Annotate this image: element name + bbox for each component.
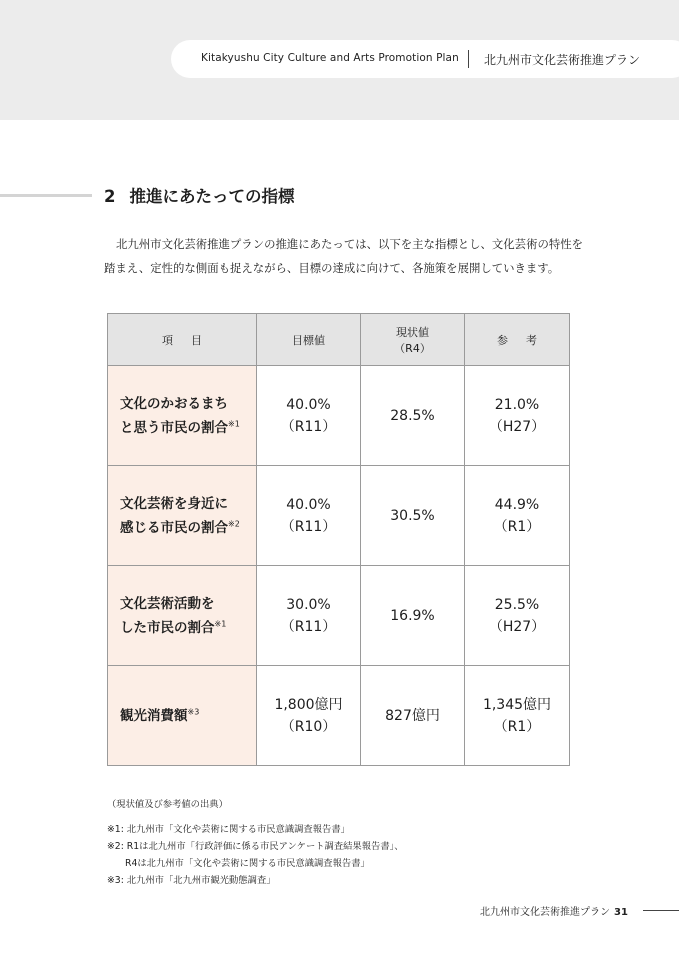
row-target: 30.0% （R11） — [257, 566, 361, 666]
row-item-label: 文化芸術活動を した市民の割合$^{※1}$ — [108, 566, 257, 666]
header-title-english: Kitakyushu City Culture and Arts Promotion Plan — [201, 52, 459, 64]
section-title: 推進にあたっての指標 — [129, 187, 295, 206]
row-reference: 25.5% （H27） — [465, 566, 570, 666]
notes-heading: （現状値及び参考値の出典） — [107, 799, 228, 810]
note-line: ※1: 北九州市「文化や芸術に関する市民意識調査報告書」 — [107, 824, 350, 835]
row-current: 827億円 — [361, 666, 465, 766]
row-current: 30.5% — [361, 466, 465, 566]
footer-title: 北九州市文化芸術推進プラン — [480, 907, 610, 918]
row-reference: 21.0% （H27） — [465, 366, 570, 466]
section-number: 2 — [104, 187, 116, 206]
intro-paragraph: 北九州市文化芸術推進プランの推進にあたっては、以下を主な指標とし、文化芸術の特性を踏まえ、定性的な側面も捉えながら、目標の達成に向けて、各施策を展開していきます。 — [104, 237, 584, 275]
section-accent-line — [0, 194, 92, 197]
row-current: 16.9% — [361, 566, 465, 666]
row-item-label: 文化のかおるまち と思う市民の割合$^{※1}$ — [108, 366, 257, 466]
header-current: 現状値 （R4） — [361, 314, 465, 366]
row-target: 1,800億円 （R10） — [257, 666, 361, 766]
row-target: 40.0% （R11） — [257, 466, 361, 566]
header-target: 目標値 — [257, 314, 361, 366]
table-row — [108, 566, 570, 666]
row-item-label: 観光消費額$^{※3}$ — [108, 666, 257, 766]
note-line: R4は北九州市「文化や芸術に関する市民意識調査報告書」 — [125, 858, 370, 869]
source-notes — [107, 796, 404, 889]
section-heading — [104, 183, 294, 207]
header-title-japanese: 北九州市文化芸術推進プラン — [484, 53, 641, 67]
table-header-row — [108, 314, 570, 366]
indicator-table — [107, 313, 570, 766]
row-reference: 44.9% （R1） — [465, 466, 570, 566]
page-footer — [480, 903, 628, 918]
row-current: 28.5% — [361, 366, 465, 466]
row-item-label: 文化芸術を身近に 感じる市民の割合$^{※2}$ — [108, 466, 257, 566]
header-separator — [468, 50, 469, 68]
header-reference: 参考 — [465, 314, 570, 366]
footer-rule — [643, 910, 679, 911]
note-line: ※2: R1は北九州市「行政評価に係る市民アンケート調査結果報告書」、 — [107, 841, 404, 852]
note-line: ※3: 北九州市「北九州市観光動態調査」 — [107, 875, 276, 886]
row-reference: 1,345億円 （R1） — [465, 666, 570, 766]
table-row — [108, 666, 570, 766]
page-number: 31 — [614, 907, 628, 918]
table-row — [108, 466, 570, 566]
header-title-pill — [171, 40, 679, 78]
row-target: 40.0% （R11） — [257, 366, 361, 466]
table-row — [108, 366, 570, 466]
header-item: 項目 — [108, 314, 257, 366]
